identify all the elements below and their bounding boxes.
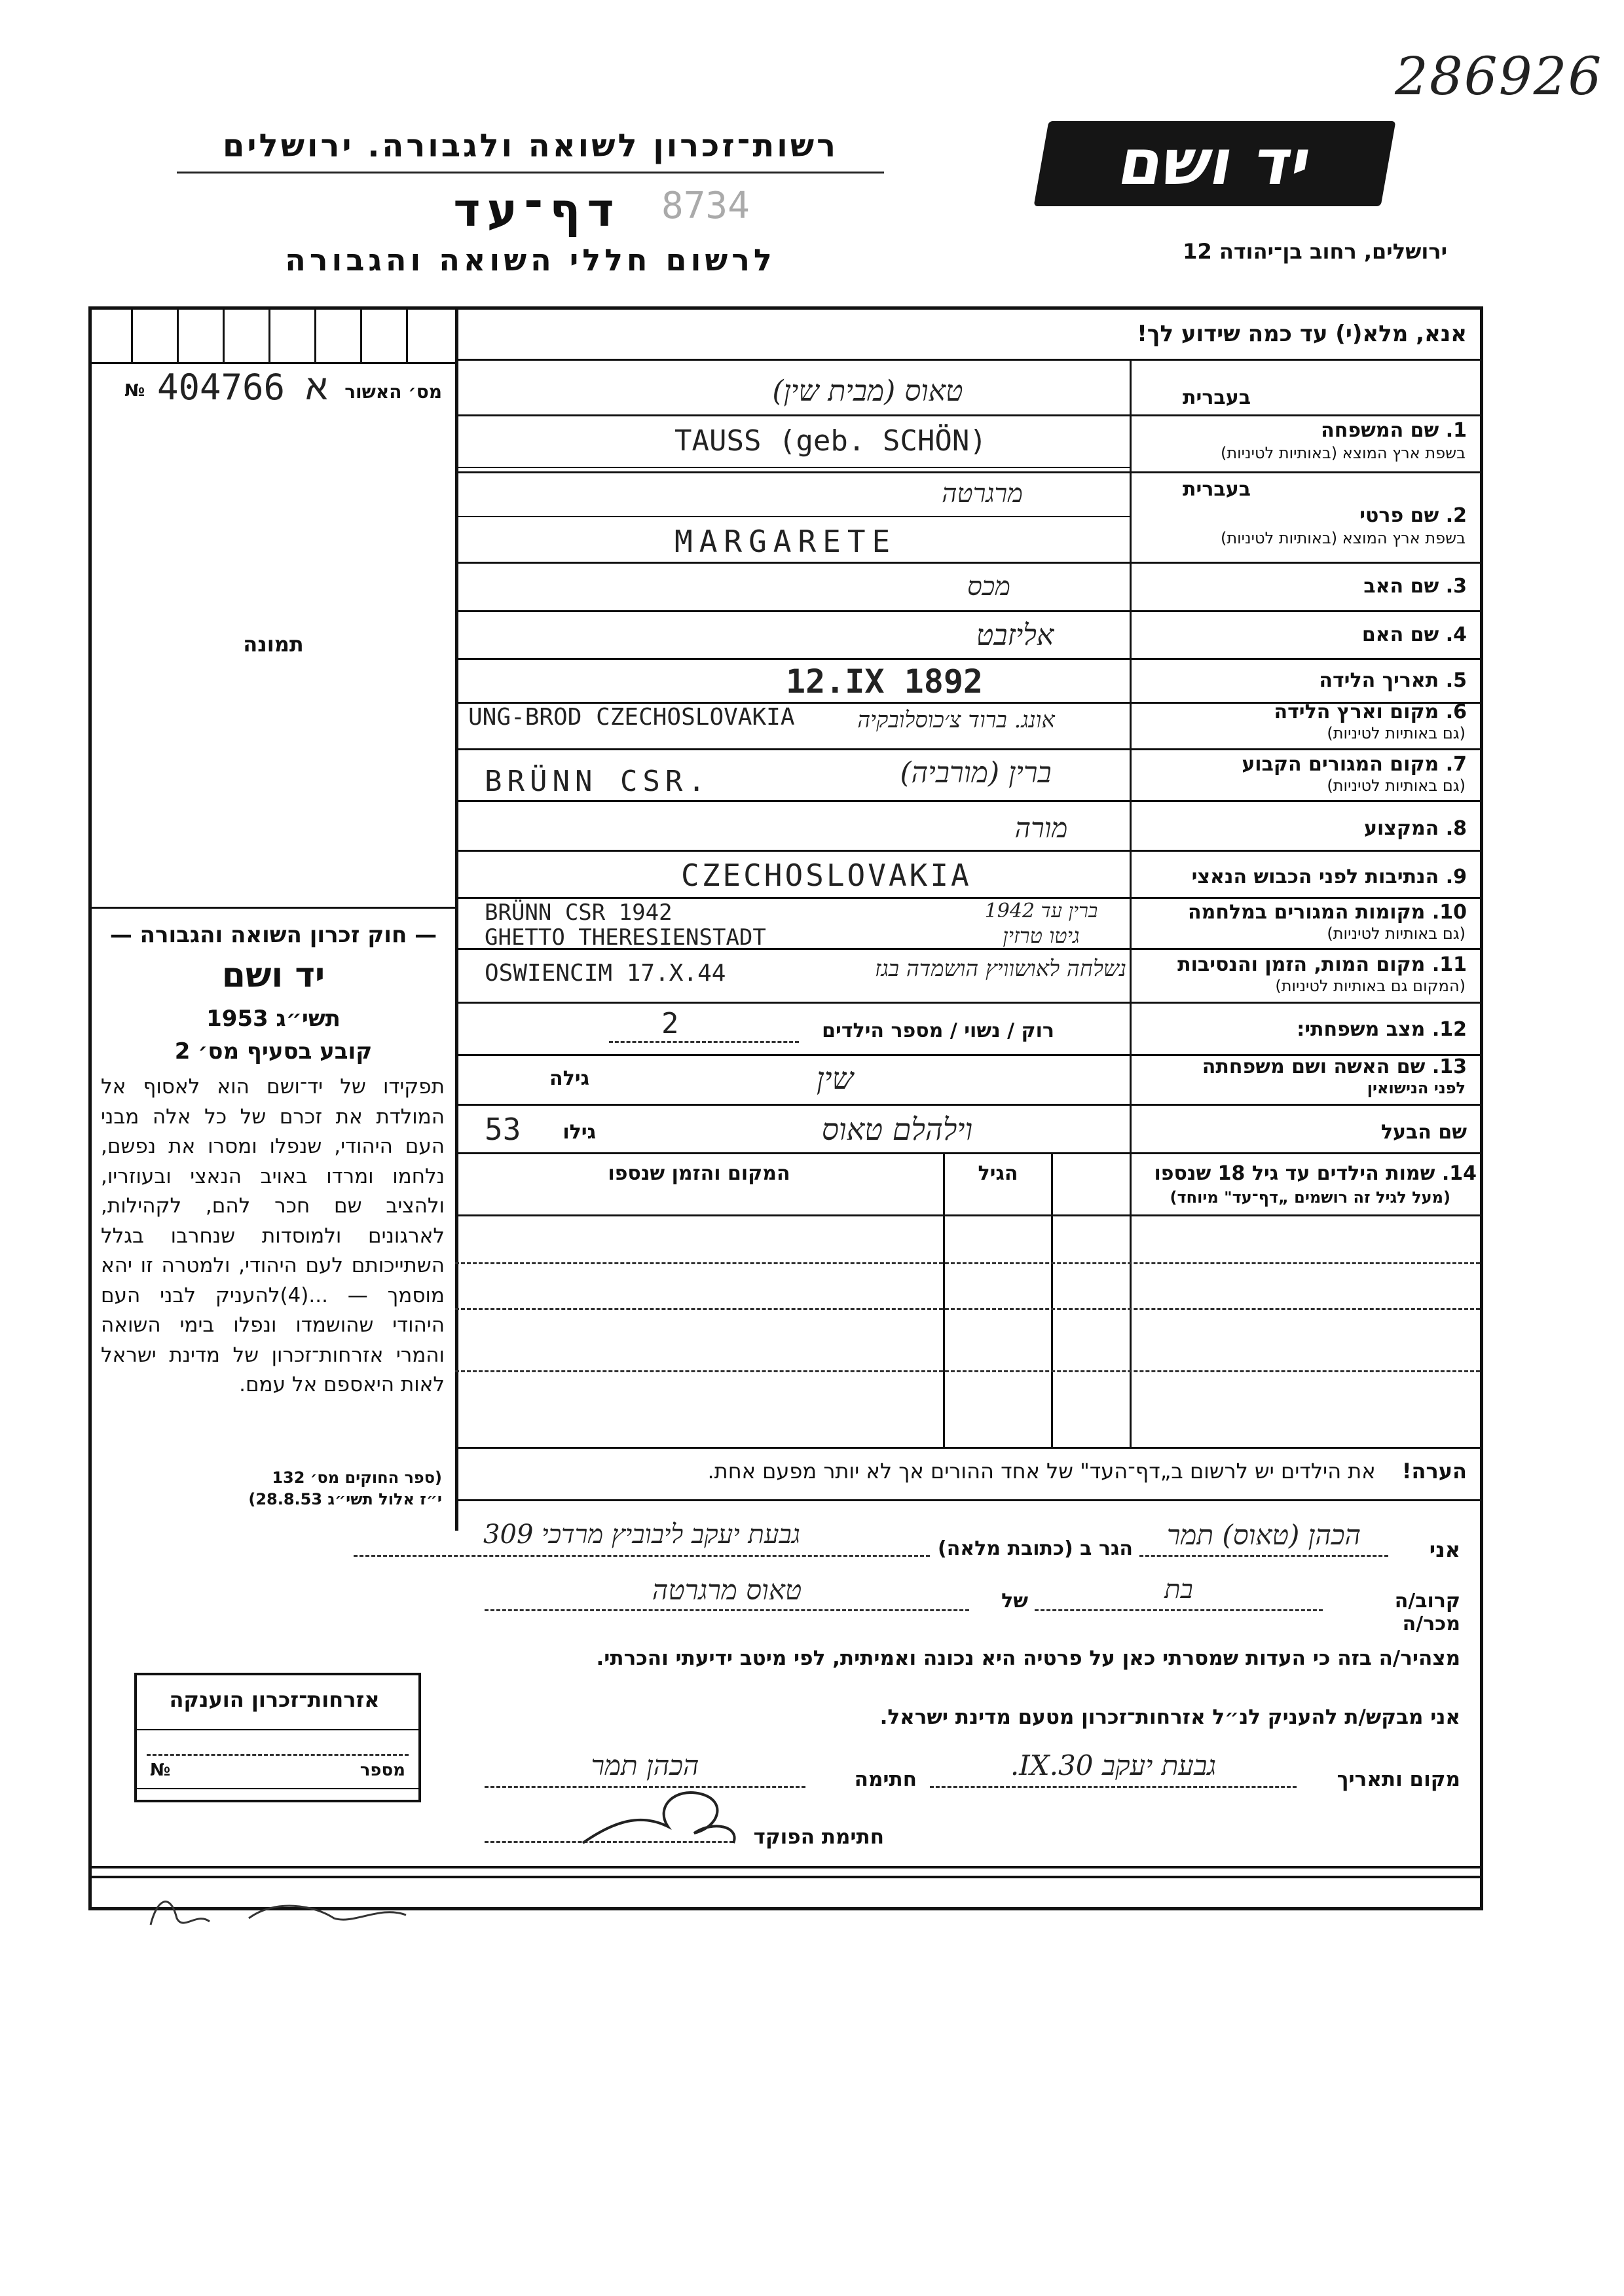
declaration-relative-value: בת: [1164, 1575, 1193, 1605]
field-3-num: 3.: [1445, 575, 1467, 598]
law-text: תפקידו של יד־ושם הוא לאסוף אל המולדת את זכרם של כל אלה מבני העם היהודי, שנפלו ומסרו את נפשם, נלחמו ומרדו באויב הנאצי ובעוזריו, ולהציב שם חכר להם, לקהילות, לארגונים ולמוסדות שנחרבו בגלל השתייכותם לעם היהודי, ולמטרה זו יהא מוסמך — ...(4)להעניק לבני העם היהודי שהושמדו ונפלו בימי השואה והמרי אזרחות־זכרון של מדינת ישראל לאות היאספם אל עמם.: [101, 1075, 445, 1396]
place-date-label: מקום ותאריך: [1337, 1768, 1460, 1791]
approval-number: 404766 א: [157, 367, 327, 408]
field-6-title: מקום וארץ הלידה: [1274, 701, 1439, 723]
form-title: דף־עד: [453, 183, 621, 237]
field-3-label: [1139, 575, 1467, 598]
signature-label: חתימה: [854, 1768, 917, 1791]
instruction: אנא, מלא(י) עד כמה שידוע לך!: [1137, 321, 1467, 347]
field-10-value-lat-1: BRÜNN CSR 1942: [485, 900, 673, 926]
husband-age-value: 53: [485, 1112, 521, 1147]
field-10-value-he-1: ברין עד 1942: [984, 900, 1098, 922]
field-2-value-he: מרגרטה: [942, 479, 1023, 509]
field-4-title: שם האם: [1361, 623, 1439, 646]
children-table-num: 14.: [1441, 1162, 1477, 1185]
law-name: יד ושם: [221, 956, 325, 995]
approval-section: [92, 367, 455, 412]
approval-label: מס׳ האשור: [344, 381, 442, 403]
field-1-num: 1.: [1445, 419, 1467, 442]
field-7-value-he: ברין (מורביה): [900, 756, 1052, 790]
note-text: את הילדים יש לרשום ב„דף־העד" של אחד ההורים אך לא יותר מפעם אחת.: [707, 1459, 1376, 1484]
field-5-value: 12.IX 1892: [786, 663, 984, 701]
field-10-num: 10.: [1431, 901, 1467, 924]
law-clause: קובע בסעיף מס׳ 2: [174, 1038, 373, 1065]
field-13-label: [1139, 1055, 1467, 1078]
field-1-title: שם המשפחה: [1321, 419, 1439, 442]
field-9-label: [1139, 866, 1467, 888]
field-4-num: 4.: [1445, 623, 1467, 646]
declaration-statement: מצהיר/ה בזה כי העדות שמסרתי כאן על פרטיה היא נכונה ואמיתית, לפי מיטב ידיעתי והכרתי.: [596, 1647, 1460, 1670]
stamp-number: 8734: [661, 185, 750, 227]
bottom-scribble: [144, 1886, 419, 1938]
field-2-num: 2.: [1445, 504, 1467, 527]
field-11-label: [1139, 953, 1467, 976]
field-13-sub: לפני הנישואין: [1367, 1079, 1466, 1097]
field-7-label: [1139, 753, 1467, 776]
field-6-value-he: אונג. ברוד צ׳כוסלובקיה: [857, 707, 1055, 733]
field-11-sub: (המקום גם באותיות לטיניות): [1275, 977, 1466, 995]
institution-name: רשות־זכרון לשואה ולגבורה. ירושלים: [222, 128, 839, 164]
declaration-of-value: טאוס מרגרטה: [652, 1574, 802, 1606]
field-6-sub: (גם באותיות לטיניות): [1327, 724, 1466, 742]
field-4-value: אליזבט: [976, 619, 1054, 652]
field-8-num: 8.: [1445, 817, 1467, 840]
address: ירושלים, רחוב בן־יהודה 12: [1183, 239, 1447, 264]
children-table-title-text: שמות הילדים עד גיל 18 שנספו: [1154, 1162, 1435, 1185]
field-12-label: [1139, 1018, 1467, 1041]
field-1-sub: בשפת ארץ המוצא (באותיות לטיניות): [1221, 444, 1466, 462]
field-9-title: הנתיבות לפני הכבוש הנאצי: [1191, 866, 1439, 888]
signature-value: הכהן תמר: [591, 1749, 699, 1781]
field-6-value-lat: UNG-BROD CZECHOSLOVAKIA: [468, 704, 795, 731]
husband-value: וילהלם טאוס: [821, 1112, 973, 1147]
children-col-age: הגיל: [978, 1162, 1018, 1185]
field-12-children-count: 2: [661, 1007, 679, 1040]
field-1-label: [1139, 419, 1467, 442]
children-table-subtitle: (מעל לגיל זה רושמים „דף־עד" מיוחד): [1170, 1188, 1450, 1207]
children-table: [455, 1154, 1480, 1449]
field-1-value-lat: TAUSS (geb. SCHÖN): [674, 424, 987, 458]
approval-ticks: [92, 310, 455, 362]
declaration-relative-label: קרוב/ה מכר/ה: [1394, 1590, 1460, 1635]
field-8-value: מורה: [1014, 812, 1068, 844]
field-6-num: 6.: [1445, 701, 1467, 723]
yad-vashem-logo: [1034, 121, 1396, 206]
citizenship-box: [134, 1673, 421, 1802]
field-9-value: CZECHOSLOVAKIA: [681, 858, 972, 893]
field-11-value-lat: OSWIENCIM 17.X.44: [485, 960, 726, 987]
field-10-value-he-2: גיטו טרזין: [1003, 923, 1080, 948]
field-5-num: 5.: [1445, 669, 1467, 692]
officer-signature: [576, 1781, 747, 1853]
field-7-num: 7.: [1445, 753, 1467, 776]
citizenship-title: אזרחות־זכרון הוענקה: [169, 1687, 380, 1712]
field-13-value: שין: [816, 1061, 854, 1096]
field-2-sub: בשפת ארץ המוצא (באותיות לטיניות): [1221, 529, 1466, 547]
law-ref-1: (ספר החוקים מס׳ 132: [272, 1468, 442, 1487]
field-12-num: 12.: [1431, 1018, 1467, 1041]
field-12-options: רוק / נשוי / מספר הילדים: [822, 1019, 1054, 1042]
field-13-age-label: גילה: [549, 1067, 589, 1090]
field-1-value-he: טאוס (מבית שין): [772, 374, 963, 408]
field-9-num: 9.: [1445, 866, 1467, 888]
declaration-lives-label: הגר ב (כתובת מלאה): [937, 1537, 1133, 1560]
field-10-sub: (גם באותיות לטיניות): [1327, 924, 1466, 943]
note-label: הערה!: [1401, 1459, 1467, 1484]
declaration-request: אני מבקש/ת להעניק לנ״ל אזרחות־זכרון מטעם מדינת ישראל.: [879, 1705, 1460, 1729]
citizenship-number-label: מספר: [360, 1760, 405, 1780]
law-title: — חוק זכרון השואה והגבורה —: [109, 922, 437, 948]
field-8-label: [1139, 817, 1467, 840]
field-2-hebrew-tag: בעברית: [1183, 478, 1251, 501]
field-10-value-lat-2: GHETTO THERESIENSTADT: [485, 924, 766, 951]
declaration-lives-value: גבעת יעקב ליבוביץ מרדכי 309: [483, 1520, 800, 1550]
declaration-of-label: של: [1001, 1590, 1028, 1613]
field-5-title: תאריך הלידה: [1319, 669, 1439, 692]
field-7-value-lat: BRÜNN CSR.: [485, 765, 710, 798]
place-date-value: גבעת יעקב 30.IX.: [1010, 1749, 1217, 1781]
officer-label: חתימת הפוקד: [753, 1825, 884, 1849]
law-year: תשי״ג 1953: [206, 1006, 341, 1032]
husband-label: שם הבעל: [1380, 1121, 1467, 1144]
declaration-i-value: הכהן (טאוס) תמר: [1166, 1519, 1361, 1551]
field-2-label: [1139, 504, 1467, 527]
declaration-i-label: אני: [1429, 1537, 1460, 1562]
children-col-place: המקום והזמן שנספו: [608, 1162, 790, 1185]
field-5-label: [1139, 669, 1467, 692]
field-13-num: 13.: [1431, 1055, 1467, 1078]
logo-text: יד ושם: [1113, 126, 1317, 199]
field-13-title: שם האשה ושם משפחתה: [1202, 1055, 1426, 1078]
approval-no-mark: №: [124, 381, 145, 401]
form-subtitle: לרשום חללי השואה והגבורה: [285, 242, 776, 278]
archive-number: 286926: [1395, 46, 1603, 107]
field-7-sub: (גם באותיות לטיניות): [1327, 776, 1466, 795]
field-3-title: שם האב: [1363, 575, 1439, 598]
husband-age-label: גילו: [563, 1121, 596, 1144]
citizenship-number-mark: №: [150, 1760, 171, 1780]
field-11-num: 11.: [1431, 953, 1467, 976]
field-11-title: מקום המות, הזמן והנסיבות: [1177, 953, 1426, 976]
photo-label: תמונה: [243, 632, 304, 657]
field-6-label: [1139, 701, 1467, 723]
children-table-title: [1130, 1162, 1477, 1185]
field-3-value: מכס: [967, 572, 1010, 602]
field-10-label: [1139, 901, 1467, 924]
field-2-value-lat: MARGARETE: [674, 524, 897, 559]
law-ref-2: י״ז אלול תשי״ג 28.8.53): [248, 1490, 442, 1508]
field-8-title: המקצוע: [1363, 817, 1439, 840]
field-10-title: מקומות המגורים במלחמה: [1188, 901, 1426, 924]
field-1-hebrew-tag: בעברית: [1183, 386, 1251, 409]
field-11-value-he: נשלחה לאושוויץ הושמדה בגז: [874, 956, 1126, 982]
field-12-title: מצב משפחתי:: [1297, 1018, 1426, 1041]
note: [458, 1459, 1467, 1484]
law-box: [92, 907, 455, 1531]
field-2-title: שם פרטי: [1359, 504, 1439, 527]
field-7-title: מקום המגורים הקבוע: [1242, 753, 1439, 776]
field-4-label: [1139, 623, 1467, 646]
